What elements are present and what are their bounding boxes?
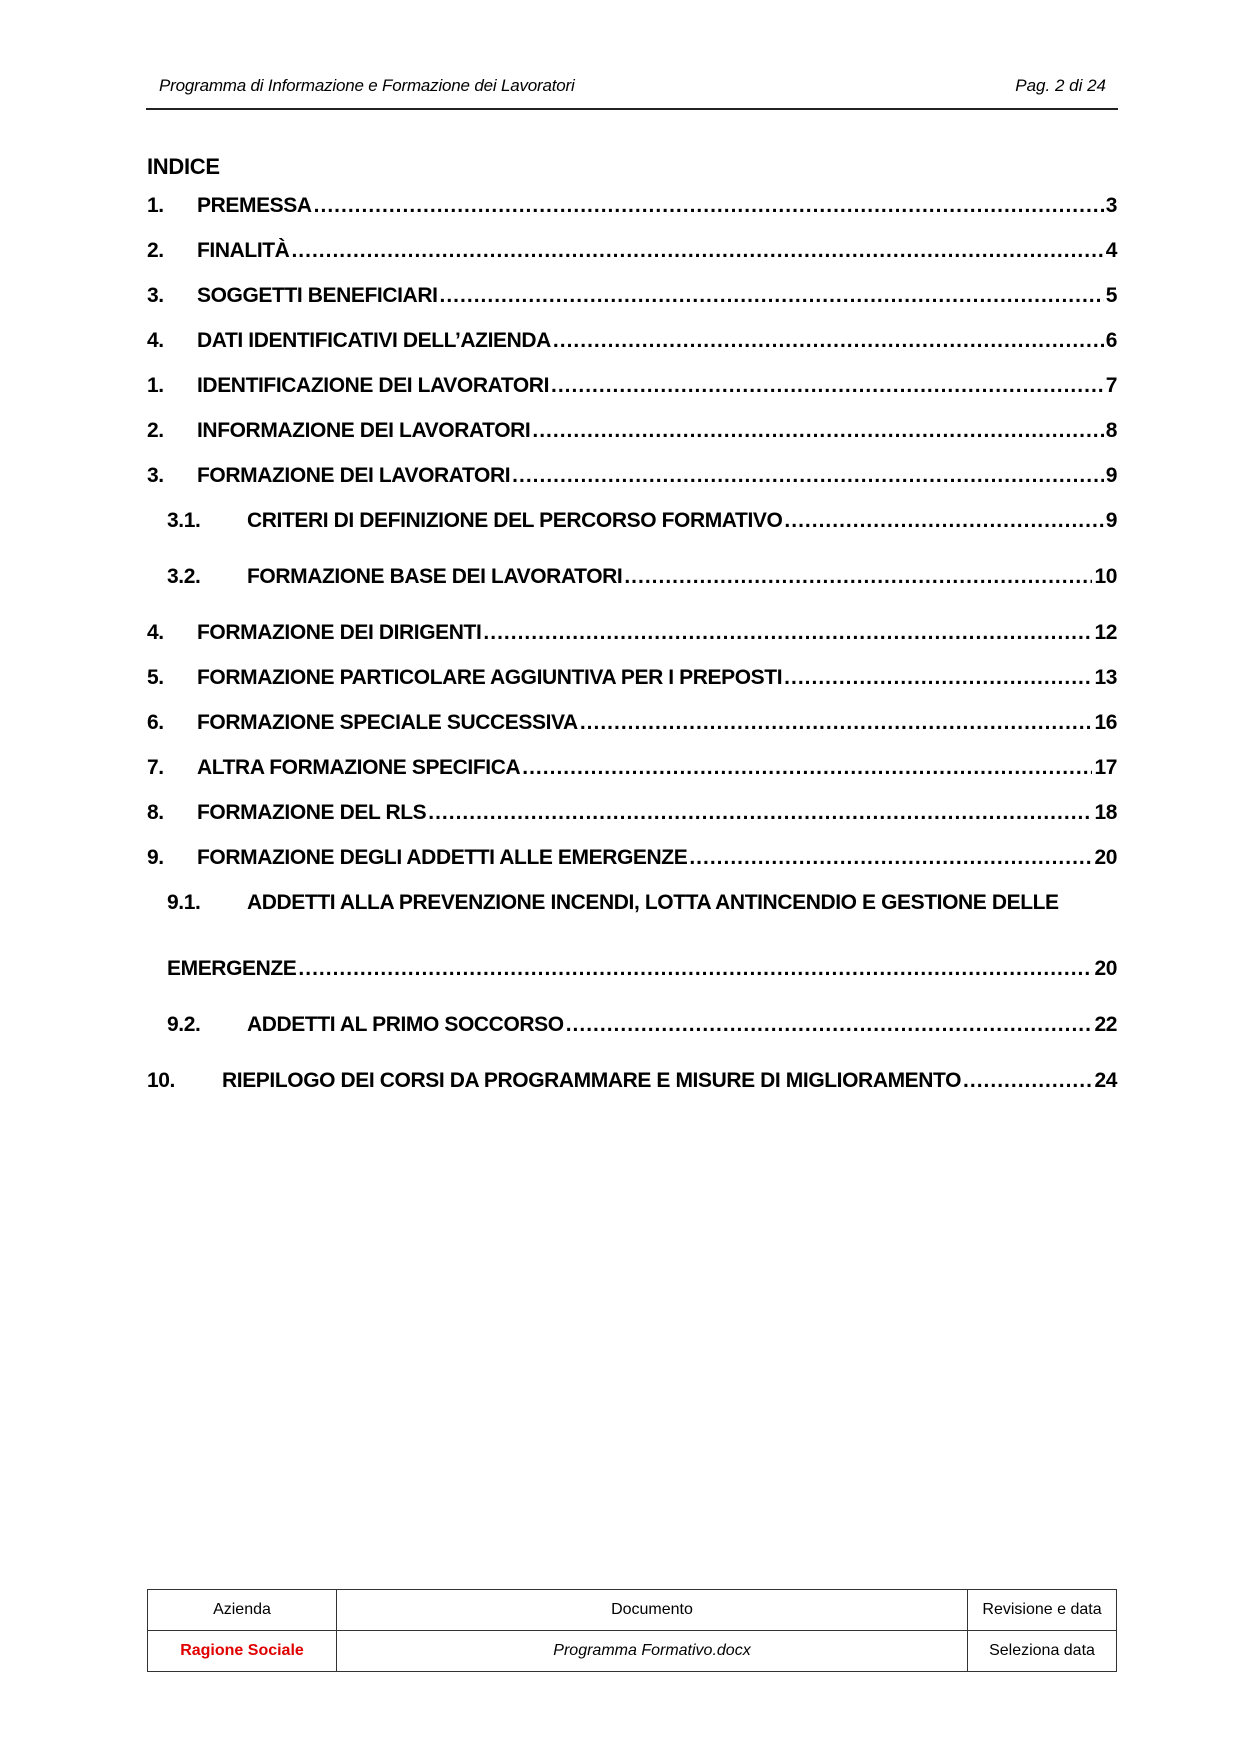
toc-entry-premessa[interactable]	[147, 194, 1117, 224]
toc-leader	[784, 666, 1092, 690]
toc-entry-addetti-emergenze[interactable]	[147, 846, 1117, 876]
toc-entry-number: 4.	[147, 621, 164, 644]
toc-entry-label: CRITERI DI DEFINIZIONE DEL PERCORSO FORMATIVO	[247, 509, 783, 532]
toc-entry-number: 3.	[147, 464, 164, 487]
toc-entry-number: 1.	[147, 374, 164, 397]
toc-entry-number: 3.1.	[167, 509, 201, 532]
toc-entry-criteri-percorso[interactable]	[147, 509, 1117, 539]
toc-entry-number: 9.1.	[167, 891, 201, 914]
toc-entry-label: DATI IDENTIFICATIVI DELL’AZIENDA	[197, 329, 551, 352]
toc-entry-number: 9.	[147, 846, 164, 869]
toc-entry-formazione-lavoratori[interactable]	[147, 464, 1117, 494]
toc-entry-formazione-speciale[interactable]	[147, 711, 1117, 741]
toc-leader	[298, 957, 1092, 981]
toc-heading: INDICE	[147, 154, 220, 179]
toc-entry-informazione-lavoratori[interactable]	[147, 419, 1117, 449]
toc-entry-label: INFORMAZIONE DEI LAVORATORI	[197, 419, 531, 442]
toc-entry-page: 10	[1094, 565, 1117, 588]
toc-entry-page: 18	[1094, 801, 1117, 824]
footer-value-row	[148, 1631, 1117, 1672]
toc-entry-label: FORMAZIONE DEI LAVORATORI	[197, 464, 511, 487]
toc-entry-label: IDENTIFICAZIONE DEI LAVORATORI	[197, 374, 550, 397]
toc-leader	[580, 711, 1093, 735]
toc-entry-page: 16	[1094, 711, 1117, 734]
company-name-field[interactable]: Ragione Sociale	[148, 1631, 337, 1672]
document-filename: Programma Formativo.docx	[337, 1631, 968, 1672]
toc-entry-page: 20	[1094, 957, 1117, 980]
toc-entry-page: 5	[1105, 284, 1117, 307]
toc-entry-label: ALTRA FORMAZIONE SPECIFICA	[197, 756, 521, 779]
toc-entry-label: ADDETTI AL PRIMO SOCCORSO	[247, 1013, 564, 1036]
toc-entry-label: PREMESSA	[197, 194, 312, 217]
toc-leader	[314, 194, 1104, 218]
toc-entry-label: FINALITÀ	[197, 239, 290, 262]
toc-entry-page: 22	[1094, 1013, 1117, 1036]
footer-info-table	[147, 1589, 1117, 1672]
toc-entry-formazione-preposti[interactable]	[147, 666, 1117, 696]
toc-entry-page: 3	[1105, 194, 1117, 217]
toc-leader	[553, 329, 1104, 353]
toc-entry-page: 8	[1105, 419, 1117, 442]
toc-entry-page: 4	[1105, 239, 1117, 262]
toc-entry-page: 6	[1105, 329, 1117, 352]
toc-leader	[551, 374, 1104, 398]
toc-entry-dati-identificativi[interactable]	[147, 329, 1117, 359]
toc-entry-page: 24	[1094, 1069, 1117, 1092]
toc-leader	[483, 621, 1092, 645]
toc-entry-page: 9	[1105, 464, 1117, 487]
toc-leader	[784, 509, 1103, 533]
toc-entry-number: 1.	[147, 194, 164, 217]
toc-leader	[428, 801, 1092, 825]
toc-entry-page: 20	[1094, 846, 1117, 869]
toc-entry-label: FORMAZIONE DEI DIRIGENTI	[197, 621, 482, 644]
footer-header-row	[148, 1590, 1117, 1631]
toc-entry-page: 12	[1094, 621, 1117, 644]
toc-entry-page: 13	[1094, 666, 1117, 689]
toc-entry-label: FORMAZIONE DEGLI ADDETTI ALLE EMERGENZE	[197, 846, 688, 869]
toc-entry-soggetti-beneficiari[interactable]	[147, 284, 1117, 314]
toc-entry-formazione-dirigenti[interactable]	[147, 621, 1117, 651]
toc-entry-number: 7.	[147, 756, 164, 779]
footer-header-azienda: Azienda	[148, 1590, 337, 1631]
toc-entry-number: 5.	[147, 666, 164, 689]
toc-leader	[566, 1013, 1093, 1037]
toc-entry-formazione-rls[interactable]	[147, 801, 1117, 831]
toc-entry-prevenzione-incendi[interactable]	[147, 891, 1117, 921]
toc-leader	[291, 239, 1103, 263]
toc-entry-finalita[interactable]	[147, 239, 1117, 269]
toc-entry-label: ADDETTI ALLA PREVENZIONE INCENDI, LOTTA ANTINCENDIO E GESTIONE DELLE	[247, 891, 1059, 914]
toc-entry-number: 3.2.	[167, 565, 201, 588]
toc-entry-label-continuation: EMERGENZE	[167, 957, 297, 980]
toc-entry-number: 9.2.	[167, 1013, 201, 1036]
header-title: Programma di Informazione e Formazione dei Lavoratori	[159, 76, 575, 95]
toc-entry-riepilogo-corsi[interactable]	[147, 1069, 1117, 1099]
page-header	[146, 72, 1118, 110]
toc-entry-page: 7	[1105, 374, 1117, 397]
toc-entry-number: 6.	[147, 711, 164, 734]
toc-entry-identificazione-lavoratori[interactable]	[147, 374, 1117, 404]
toc-entry-prevenzione-incendi-continuation[interactable]	[167, 957, 1117, 987]
toc-leader	[532, 419, 1103, 443]
toc-entry-number: 2.	[147, 419, 164, 442]
toc-entry-page: 17	[1094, 756, 1117, 779]
toc-leader	[624, 565, 1092, 589]
toc-entry-page: 9	[1105, 509, 1117, 532]
toc-entry-number: 2.	[147, 239, 164, 262]
toc-entry-number: 8.	[147, 801, 164, 824]
page-number: Pag. 2 di 24	[1015, 76, 1106, 95]
toc-entry-number: 3.	[147, 284, 164, 307]
toc-entry-number: 4.	[147, 329, 164, 352]
toc-entry-label: FORMAZIONE BASE DEI LAVORATORI	[247, 565, 623, 588]
toc-entry-label: RIEPILOGO DEI CORSI DA PROGRAMMARE E MISURE DI MIGLIORAMENTO	[222, 1069, 962, 1092]
toc-leader	[689, 846, 1092, 870]
toc-entry-label: FORMAZIONE SPECIALE SUCCESSIVA	[197, 711, 578, 734]
toc-entry-label: SOGGETTI BENEFICIARI	[197, 284, 438, 307]
toc-leader	[440, 284, 1104, 308]
toc-entry-primo-soccorso[interactable]	[147, 1013, 1117, 1043]
toc-entry-number: 10.	[147, 1069, 175, 1092]
toc-leader	[522, 756, 1092, 780]
footer-header-revisione: Revisione e data	[968, 1590, 1117, 1631]
toc-entry-label: FORMAZIONE PARTICOLARE AGGIUNTIVA PER I PREPOSTI	[197, 666, 783, 689]
toc-leader	[963, 1069, 1092, 1093]
toc-leader	[512, 464, 1104, 488]
toc-entry-formazione-base[interactable]	[147, 565, 1117, 595]
footer-header-documento: Documento	[337, 1590, 968, 1631]
date-picker-field[interactable]: Seleziona data	[968, 1631, 1117, 1672]
toc-entry-label: FORMAZIONE DEL RLS	[197, 801, 427, 824]
toc-entry-altra-formazione[interactable]	[147, 756, 1117, 786]
